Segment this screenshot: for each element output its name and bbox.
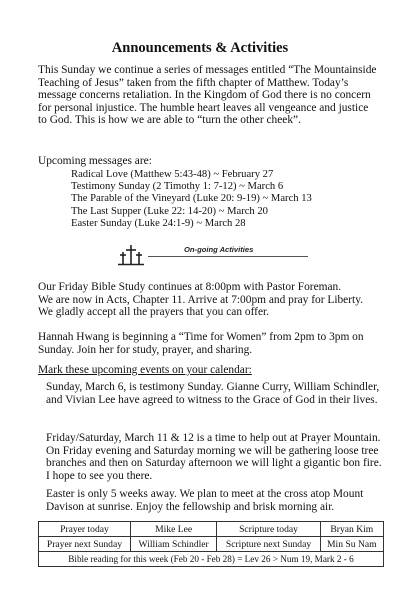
list-item: Testimony Sunday (2 Timothy 1: 7-12) ~ March 6 — [71, 181, 284, 193]
three-crosses-icon — [118, 244, 144, 266]
list-item: The Last Supper (Luke 22: 14-20) ~ March 20 — [71, 205, 268, 217]
roster-cell: Scripture today — [217, 522, 320, 537]
table-row — [39, 552, 384, 567]
roster-cell: Prayer today — [39, 522, 131, 537]
roster-cell: William Schindler — [130, 537, 216, 552]
roster-cell: Prayer next Sunday — [39, 537, 131, 552]
roster-table — [38, 521, 384, 567]
roster-cell: Mike Lee — [130, 522, 216, 537]
time-for-women-paragraph: Hannah Hwang is beginning a “Time for Women” from 2pm to 3pm on Sunday. Join her for study, prayer, and sharing. — [38, 331, 364, 356]
event-easter-sunrise: Easter is only 5 weeks away. We plan to meet at the cross atop Mount Davison at sunrise. Enjoy the fellowship and brisk morning air. — [46, 488, 364, 513]
list-item: Easter Sunday (Luke 24:1-9) ~ March 28 — [71, 217, 246, 229]
bible-study-line: Our Friday Bible Study continues at 8:00pm with Pastor Foreman. — [38, 281, 342, 293]
calendar-heading: Mark these upcoming events on your calendar: — [38, 364, 252, 376]
event-prayer-mountain: Friday/Saturday, March 11 & 12 is a time to help out at Prayer Mountain. On Friday evening and Saturday morning we will be gathering loose tree branches and then on Saturday afternoon we will light a gigantic bon fire. I hope to see you there. — [46, 432, 382, 482]
table-row — [39, 522, 384, 537]
roster-cell: Min Su Nam — [320, 537, 383, 552]
page-title: Announcements & Activities — [111, 40, 289, 56]
banner-label: On-going Activities — [184, 245, 254, 254]
roster-cell: Scripture next Sunday — [217, 537, 320, 552]
upcoming-messages-list — [71, 169, 312, 230]
event-testimony-sunday: Sunday, March 6, is testimony Sunday. Gianne Curry, William Schindler, and Vivian Lee have agreed to witness to the Grace of God in their lives. — [46, 381, 380, 406]
list-item: The Parable of the Vineyard (Luke 20: 9-19) ~ March 13 — [71, 193, 312, 205]
table-row — [39, 537, 384, 552]
banner-rule — [148, 256, 308, 257]
bible-study-line: We gladly accept all the prayers that you can offer. — [38, 306, 270, 319]
bible-study-paragraph — [38, 281, 378, 319]
upcoming-heading: Upcoming messages are: — [38, 155, 152, 167]
ongoing-activities-banner — [118, 244, 308, 266]
bible-study-line: We are now in Acts, Chapter 11. Arrive at 7:00pm and pray for Liberty. — [38, 293, 363, 306]
list-item: Radical Love (Matthew 5:43-48) ~ February 27 — [71, 169, 274, 180]
bible-reading-cell: Bible reading for this week (Feb 20 - Feb 28) = Lev 26 > Num 19, Mark 2 - 6 — [39, 552, 384, 567]
intro-paragraph: This Sunday we continue a series of messages entitled “The Mountainside Teaching of Jesus” taken from the fifth chapter of Matthew. Today’s message concerns retaliation. In the Kingdom of God there is no concern for personal injustice. The humble heart leaves all vengeance and justice to God. This is how we are able to “turn the other cheek”. — [38, 64, 377, 127]
roster-cell: Bryan Kim — [320, 522, 383, 537]
